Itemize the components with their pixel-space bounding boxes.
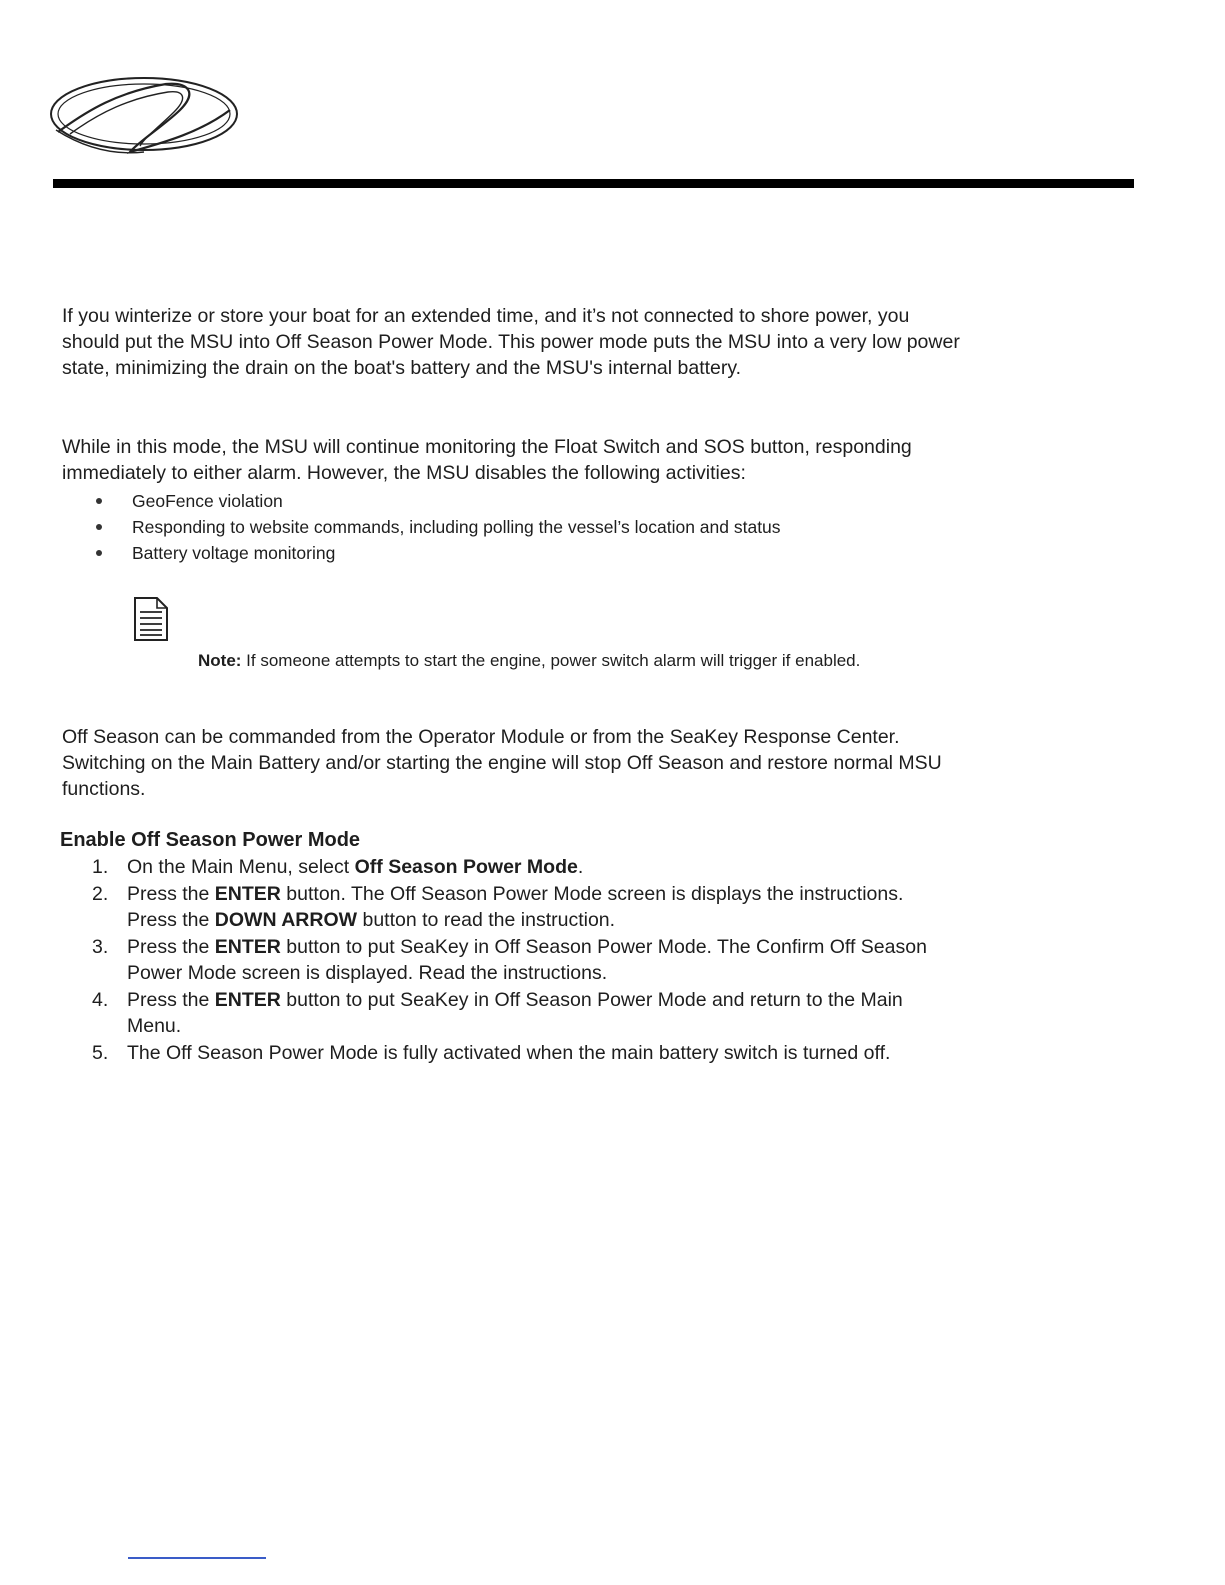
step-bold-text: DOWN ARROW [214,909,358,931]
procedure-steps [92,854,952,1067]
step-text: Press the [127,883,215,905]
step-text: . [577,856,584,878]
step-number: 1. [92,856,109,878]
list-item [92,514,952,540]
note-body: If someone attempts to start the engine, power switch alarm will trigger if enabled. [241,651,861,670]
section-heading: Enable Off Season Power Mode [60,829,361,851]
list-item-text: Responding to website commands, including polling the vessel’s location and status [132,517,781,537]
step-bold-text: ENTER [214,883,281,905]
step-number: 5. [92,1042,109,1064]
step-text: button to put SeaKey in Off Season Power Mode. The Confirm Off Season Power Mode screen is displayed. Read the instructions. [127,936,927,984]
step-text: The Off Season Power Mode is fully activated when the main battery switch is turned off. [127,1042,891,1064]
step-text: button. The Off Season Power Mode screen is displays the instructions. Press the [127,883,904,931]
commanding-paragraph: Off Season can be commanded from the Operator Module or from the SeaKey Response Center. Switching on the Main Battery and/or starting the engine will stop Off Season and restore normal MSU functions. [62,726,942,800]
step-text: button to put SeaKey in Off Season Power Mode and return to the Main Menu. [127,989,903,1037]
list-item-text: GeoFence violation [132,491,283,511]
step-number: 2. [92,883,109,905]
step-number: 3. [92,936,109,958]
step-item [92,987,952,1039]
header-rule [53,179,1134,188]
step-item [92,934,952,986]
bullet-icon [96,550,102,556]
step-item [92,1040,952,1066]
step-bold-text: Off Season Power Mode [354,856,578,878]
step-bold-text: ENTER [214,936,281,958]
swoosh-logo [48,70,240,158]
step-item [92,881,952,933]
step-number: 4. [92,989,109,1011]
step-item [92,854,952,880]
bullet-icon [96,498,102,504]
intro-paragraph: If you winterize or store your boat for an extended time, and it’s not connected to shore power, you should put the MSU into Off Season Power Mode. This power mode puts the MSU into a very low power state, minimizing the drain on the boat's battery and the MSU's internal battery. [62,305,960,379]
document-note-icon [133,596,169,642]
step-text: button to read the instruction. [357,909,616,931]
note-text [198,648,918,673]
footer-link-underline[interactable] [128,1557,266,1559]
note-label: Note: [198,651,242,670]
bullet-icon [96,524,102,530]
step-bold-text: ENTER [214,989,281,1011]
disabled-activities-list [92,488,952,566]
step-text: Press the [127,989,215,1011]
monitoring-paragraph: While in this mode, the MSU will continue monitoring the Float Switch and SOS button, responding immediately to either alarm. However, the MSU disables the following activities: [62,436,912,484]
list-item-text: Battery voltage monitoring [132,543,336,563]
step-text: On the Main Menu, select [127,856,355,878]
list-item [92,488,952,514]
list-item [92,540,952,566]
step-text: Press the [127,936,215,958]
